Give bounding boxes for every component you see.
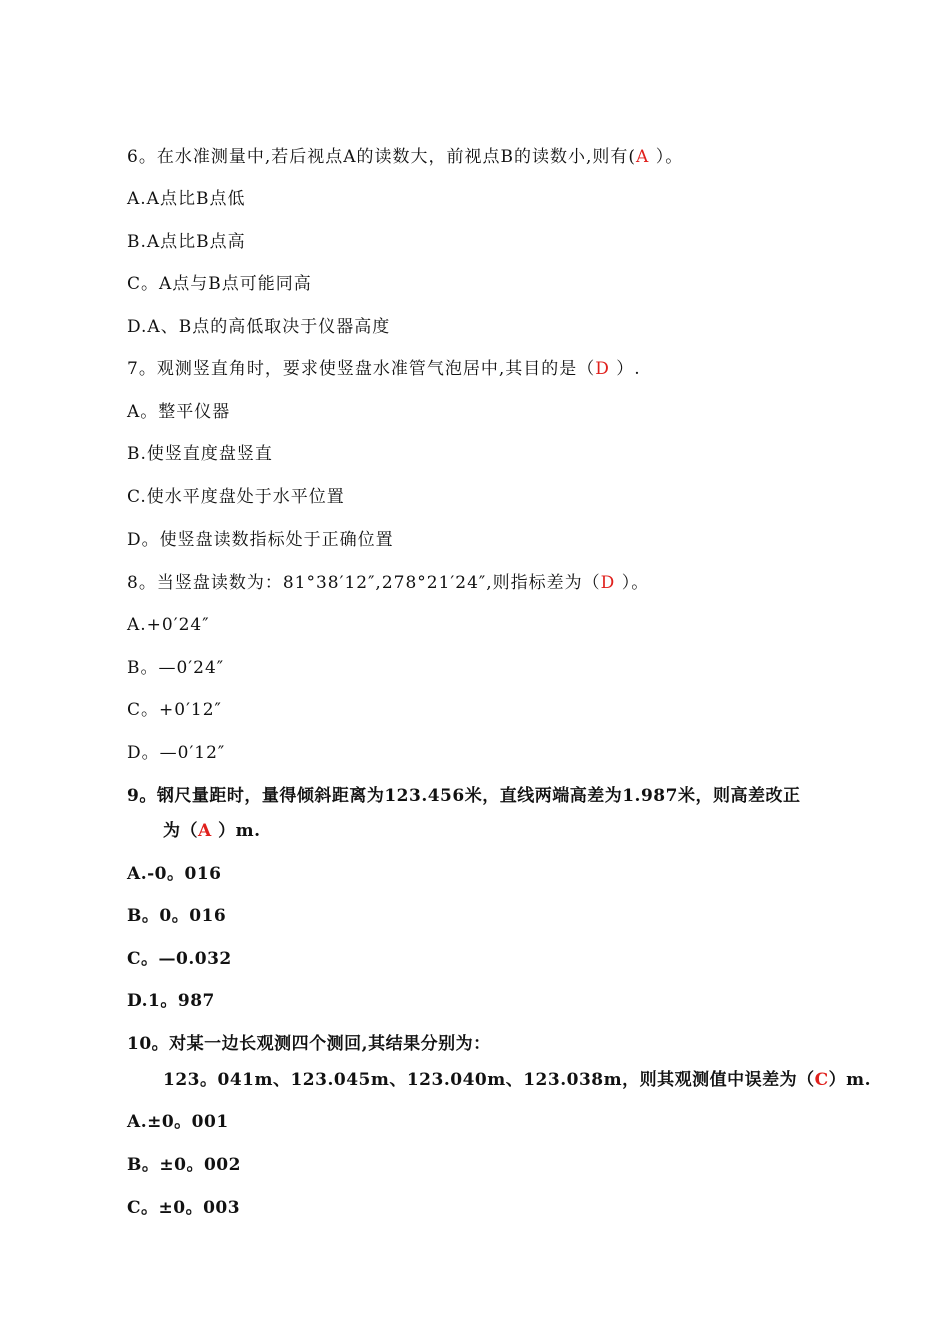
question-9-option-c: C。—0.032 xyxy=(127,949,232,969)
question-7-option-c: C.使水平度盘处于水平位置 xyxy=(127,487,345,507)
question-8-option-d: D。—0′12″ xyxy=(127,743,226,763)
question-10-stem-line1: 10。对某一边长观测四个测回,其结果分别为： xyxy=(127,1034,491,1054)
question-7-option-a: A。整平仪器 xyxy=(127,402,231,422)
question-8-option-b: B。—0′24″ xyxy=(127,658,225,678)
question-10-option-b: B。±0。002 xyxy=(127,1155,241,1175)
question-7-option-b: B.使竖直度盘竖直 xyxy=(127,444,273,464)
question-10-answer: C xyxy=(814,1070,829,1090)
question-7-stem-end: ）. xyxy=(609,359,641,379)
question-9-stem-text: 为（ xyxy=(163,821,198,841)
question-10-stem-end: ）m. xyxy=(828,1070,872,1090)
question-6-stem-text: 6。在水准测量中,若后视点A的读数大，前视点B的读数小,则有( xyxy=(127,147,637,167)
question-6-option-d: D.A、B点的高低取决于仪器高度 xyxy=(127,317,391,337)
question-7-option-d: D。使竖盘读数指标处于正确位置 xyxy=(127,530,394,550)
question-6-option-c: C。A点与B点可能同高 xyxy=(127,274,312,294)
question-9-option-a: A.-0。016 xyxy=(127,864,222,884)
question-10-stem-line2 xyxy=(163,1067,871,1093)
question-8-answer: D xyxy=(600,573,616,593)
question-9-answer: A xyxy=(198,821,212,841)
question-8-stem-end: ）。 xyxy=(615,573,650,593)
question-9-stem-line2 xyxy=(163,818,261,844)
question-10-option-c: C。±0。003 xyxy=(127,1198,241,1218)
question-10-option-a: A.±0。001 xyxy=(127,1112,229,1132)
question-9-option-d: D.1。987 xyxy=(127,991,215,1011)
question-7-answer: D xyxy=(595,359,610,379)
question-8-option-c: C。+0′12″ xyxy=(127,700,222,720)
question-9-stem-line1: 9。钢尺量距时，量得倾斜距离为123.456米，直线两端高差为1.987米，则高差改正 xyxy=(127,786,801,806)
question-7-stem-text: 7。观测竖直角时，要求使竖盘水准管气泡居中,其目的是（ xyxy=(127,359,596,379)
question-6-option-b: B.A点比B点高 xyxy=(127,232,246,252)
question-8-stem-text: 8。当竖盘读数为：81°38′12″,278°21′24″,则指标差为（ xyxy=(127,573,601,593)
question-6-stem xyxy=(127,144,683,170)
question-8-stem xyxy=(127,570,649,596)
question-10-stem-text: 123。041m、123.045m、123.040m、123.038m，则其观测值中误差为（ xyxy=(163,1070,815,1090)
question-6-answer: A xyxy=(636,147,650,167)
question-7-stem xyxy=(127,356,641,382)
question-6-stem-end: ）。 xyxy=(649,147,684,167)
question-9-option-b: B。0。016 xyxy=(127,906,227,926)
question-8-option-a: A.+0′24″ xyxy=(127,615,210,635)
question-6-option-a: A.A点比B点低 xyxy=(127,189,246,209)
question-9-stem-end: ）m. xyxy=(211,821,261,841)
